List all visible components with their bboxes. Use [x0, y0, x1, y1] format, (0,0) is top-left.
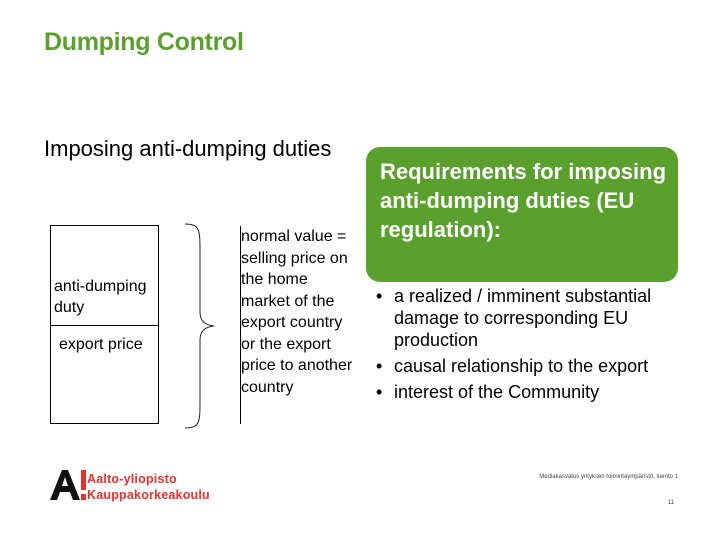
list-item: • a realized / imminent substantial damage to corresponding EU production	[376, 286, 652, 350]
list-item: • interest of the Community	[376, 382, 600, 402]
anti-dumping-duty-box	[50, 225, 159, 326]
export-price-box	[50, 325, 159, 424]
page-number: 11	[667, 500, 674, 506]
brace-icon	[180, 222, 220, 430]
logo-line-1: Aalto-yliopisto	[87, 472, 177, 486]
requirements-list	[372, 285, 672, 407]
bullet-icon: •	[376, 286, 383, 306]
normal-value-text: normal value = selling price on the home market of the export country or the export price to another country	[240, 226, 353, 424]
requirements-heading-box	[366, 147, 678, 282]
export-price-label: export price	[59, 336, 143, 353]
logo-line-2: Kauppakorkeakoulu	[87, 488, 210, 502]
bullet-icon: •	[376, 356, 383, 376]
slide-subtitle: Imposing anti-dumping duties	[44, 136, 332, 161]
requirements-heading: Requirements for imposing anti-dumping duties (EU regulation):	[380, 159, 667, 242]
slide-title: Dumping Control	[44, 28, 244, 56]
list-item: • causal relationship to the export	[376, 356, 649, 376]
anti-dumping-duty-label: anti-dumping duty	[54, 278, 147, 316]
footer-note: Mediakasvatus yrityksen toimintaympäristö, luento 1	[539, 474, 678, 480]
aalto-logo-icon	[48, 468, 88, 502]
logo-text	[87, 471, 210, 503]
bullet-icon: •	[376, 382, 383, 402]
